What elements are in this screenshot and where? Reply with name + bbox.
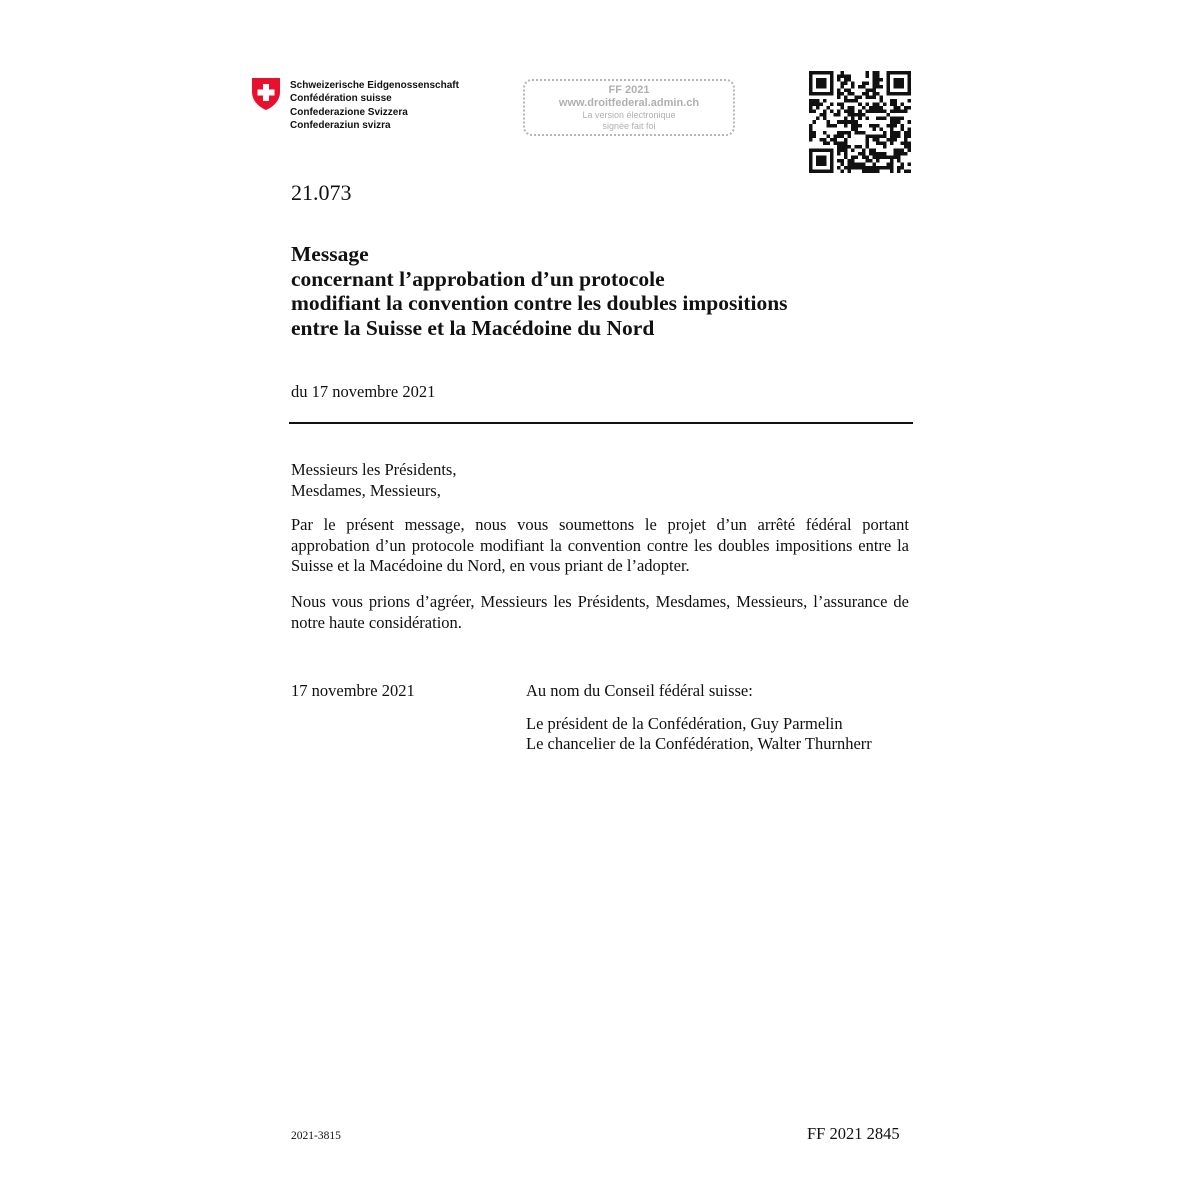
title-line: modifiant la convention contre les doubles impositions bbox=[291, 291, 788, 315]
stamp-line-4: signée fait foi bbox=[602, 121, 656, 131]
qr-code-icon bbox=[809, 71, 911, 173]
salutation bbox=[291, 460, 456, 501]
paragraph-message: Par le présent message, nous vous soumettons le projet d’un arrêté fédéral portant approbation d’un protocole modifiant la convention contre les doubles impositions entre la Suisse et la Macédoine du Nord, en vous priant de l’adopter. bbox=[291, 515, 909, 575]
stamp-line-3: La version électronique bbox=[582, 110, 676, 120]
document-title bbox=[291, 242, 788, 340]
title-line: Message bbox=[291, 242, 369, 266]
stamp-line-1: FF 2021 bbox=[608, 84, 650, 96]
footer-code: 2021-3815 bbox=[291, 1130, 341, 1142]
president-line: Le président de la Confédération, Guy Parmelin bbox=[526, 713, 843, 733]
signature-block bbox=[526, 681, 872, 755]
swiss-coat-of-arms-icon bbox=[251, 77, 281, 111]
on-behalf-line: Au nom du Conseil fédéral suisse: bbox=[526, 681, 753, 700]
document-number: 21.073 bbox=[291, 180, 352, 205]
signature-date: 17 novembre 2021 bbox=[291, 681, 415, 700]
title-line: entre la Suisse et la Macédoine du Nord bbox=[291, 315, 655, 340]
stamp-line-2: www.droitfederal.admin.ch bbox=[558, 97, 700, 109]
confederation-name-rm: Confederaziun svizra bbox=[290, 120, 391, 132]
title-line: concernant l’approbation d’un protocole bbox=[291, 266, 665, 291]
salutation-line: Messieurs les Présidents, bbox=[291, 460, 457, 479]
confederation-name-it: Confederazione Svizzera bbox=[290, 106, 408, 118]
salutation-line: Mesdames, Messieurs, bbox=[291, 480, 441, 500]
paragraph-closing: Nous vous prions d’agréer, Messieurs les Présidents, Mesdames, Messieurs, l’assurance de notre haute considération. bbox=[291, 592, 909, 632]
confederation-name-fr: Confédération suisse bbox=[290, 93, 392, 105]
electronic-version-stamp bbox=[523, 79, 735, 136]
chancellor-line: Le chancelier de la Confédération, Walter Thurnherr bbox=[526, 734, 872, 753]
divider bbox=[289, 422, 913, 424]
document-date: du 17 novembre 2021 bbox=[291, 382, 436, 401]
footer-reference: FF 2021 2845 bbox=[807, 1124, 900, 1143]
confederation-name-de: Schweizerische Eidgenossenschaft bbox=[290, 80, 459, 91]
confederation-names bbox=[290, 79, 459, 133]
